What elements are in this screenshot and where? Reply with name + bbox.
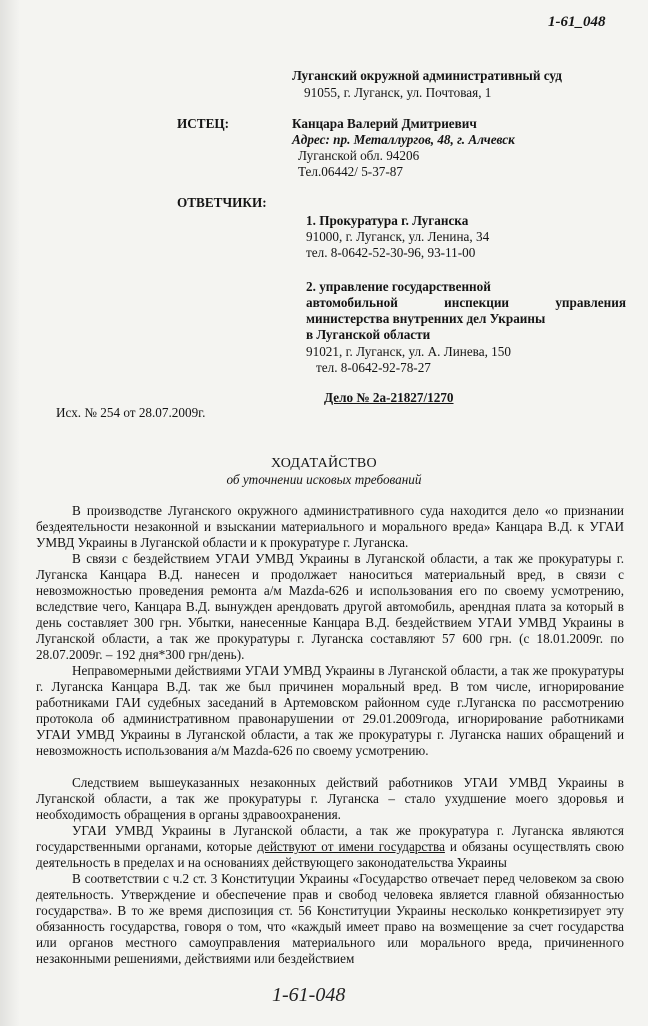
defendant-2-phone: тел. 8-0642-92-78-27 [316,360,431,375]
plaintiff-region: Луганской обл. 94206 [298,148,420,163]
plaintiff-phone: Тел.06442/ 5-37-87 [298,164,403,179]
outgoing-number: Исх. № 254 от 28.07.2009г. [56,405,206,420]
case-number: Дело № 2а-21827/1270 [324,390,454,405]
court-name: Луганский окружной административный суд [292,68,562,83]
paragraph-5-start: УГАИ УМВД Украины в Луганской области, а так же прокуратура г. Луганска являются государственными органами, которые [36,823,624,854]
defendant-2-name-line3: министерства внутренних дел Украины [306,311,546,326]
archive-number-bottom: 1-61-048 [272,984,346,1006]
paragraph-6: В соответствии с ч.2 ст. 3 Конституции Украины «Государство отвечает перед человеком за свою деятельность. Утверждение и обеспечение прав и свобод человека является главной обязанностью государства». В то же время диспозиция ст. 56 Конституции Украины несколько конкретизирует эту обязанность государства, говоря о том, что «каждый имеет право на возмещение за счет государства или органов местного самоуправления материального или морального вреда, причиненного незаконными решениями, действиями или бездействием [36,871,624,966]
plaintiff-address: Адрес: пр. Металлургов, 48, г. Алчевск [292,132,515,147]
document-subtitle: об уточнении исковых требований [226,472,422,487]
paragraph-3: Неправомерными действиями УГАИ УМВД Украины в Луганской области, а так же прокуратуры г. Луганска Канцара В.Д. так же был причинен моральный вред. В том числе, игнорирование работниками ГАИ судебных заседаний в Артемовском районном суде г.Луганска по рассмотрению протокола об административном правонарушении от 29.01.2009года, игнорирование работниками УГАИ УМВД Украины в Луганской области, а так же прокуратуры г. Луганска наших обращений и невозможность использования а/м Mazda-626 по своему усмотрению. [36,663,624,758]
plaintiff-name: Канцара Валерий Дмитриевич [292,116,477,131]
defendant-1-phone: тел. 8-0642-52-30-96, 93-11-00 [306,245,476,260]
defendant-1-address: 91000, г. Луганск, ул. Ленина, 34 [306,229,490,244]
defendant-2-address: 91021, г. Луганск, ул. А. Линева, 150 [306,344,511,359]
archive-number-top: 1-61_048 [548,14,606,30]
court-address: 91055, г. Луганск, ул. Почтовая, 1 [304,85,492,100]
paragraph-5 [36,823,624,871]
paragraph-5-end: и обязаны осуществлять свою деятельность в пределах и на основаниях действующего законодательства Украины [36,839,624,870]
defendant-2-name-line2: автомобильной инспекции управления [306,295,626,310]
scan-edge-shadow [0,0,20,1026]
defendants-label: ОТВЕТЧИКИ: [177,195,267,210]
paragraph-5-underlined: действуют от имени государства [257,839,445,854]
defendant-2-name-line1: 2. управление государственной [306,279,491,294]
defendant-2-name-line4: в Луганской области [306,327,431,342]
paragraph-4: Следствием вышеуказанных незаконных действий работников УГАИ УМВД Украины в Луганской области, а так же прокуратуры г. Луганска – стало ухудшение моего здоровья и необходимость обращения в органы здравоохранения. [36,775,624,822]
plaintiff-label: ИСТЕЦ: [177,116,230,131]
document-title: ХОДАТАЙСТВО [271,456,377,471]
paragraph-1: В производстве Луганского окружного административного суда находится дело «о признании бездеятельности незаконной и взыскании материального и морального вреда» Канцара В.Д. к УГАИ УМВД Украины в Луганской области и к прокуратуре г. Луганска. [36,503,624,550]
paragraph-2: В связи с бездействием УГАИ УМВД Украины в Луганской области, а так же прокуратуры г. Луганска Канцара В.Д. нанесен и продолжает наноситься материальный вред, в связи с невозможностью проведения ремонта а/м Mazda-626 и использования его по своему усмотрению, вследствие чего, Канцара В.Д. вынужден арендовать другой автомобиль, арендная плата за который в день составляет 300 грн. Убытки, нанесенные Канцара В.Д. бездействием УГАИ УМВД Украины в Луганской области, а так же прокуратуры г. Луганска составляют 57 600 грн. (с 18.01.2009г. по 28.07.2009г. – 192 дня*300 грн/день). [36,551,624,662]
defendant-1-name: 1. Прокуратура г. Луганска [306,213,469,228]
